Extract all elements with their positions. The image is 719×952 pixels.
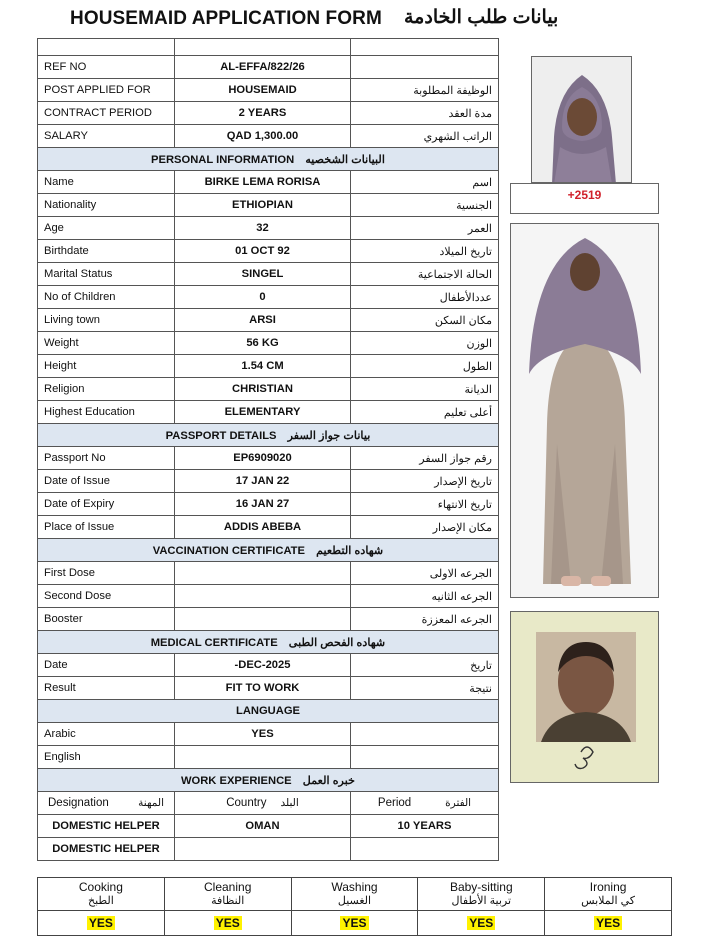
field-label: Marital Status [38,263,175,286]
table-row [38,79,499,102]
skill-label-ar: الطبخ [87,894,114,907]
skill-ironing [545,878,672,911]
section-title-ar: البيانات الشخصيه [305,153,385,166]
portrait-photo [531,56,632,183]
field-label-ar: أعلى تعليم [351,401,499,424]
phone-number: +2519 [510,183,659,214]
field-label: Passport No [38,447,175,470]
column-header-ar: البلد [280,797,299,809]
contract-value: 2 YEARS [175,102,351,125]
field-label-ar: تاريخ الإصدار [351,470,499,493]
field-value: BIRKE LEMA RORISA [175,171,351,194]
section-header-medical [38,631,499,654]
field-label: First Dose [38,562,175,585]
field-value [175,585,351,608]
section-title-ar: شهاده التطعيم [316,544,384,557]
table-row [38,746,499,769]
post-label: POST APPLIED FOR [38,79,175,102]
field-label-ar: العمر [351,217,499,240]
section-title: LANGUAGE [235,705,301,717]
table-row [38,56,499,79]
skill-label-ar: تربية الأطفال [451,894,512,907]
field-value: 32 [175,217,351,240]
field-value: -DEC-2025 [175,654,351,677]
field-label: English [38,746,175,769]
field-label-ar: نتيجة [351,677,499,700]
field-value: 01 OCT 92 [175,240,351,263]
table-row [38,585,499,608]
table-row [38,355,499,378]
field-label: Highest Education [38,401,175,424]
field-value [175,562,351,585]
field-value: ARSI [175,309,351,332]
table-row [38,838,499,861]
column-header-ar: المهنة [138,797,164,809]
skill-value: YES [215,916,240,930]
field-label: No of Children [38,286,175,309]
field-value: FIT TO WORK [175,677,351,700]
field-label-ar: تاريخ الانتهاء [351,493,499,516]
contract-label-ar: مدة العقد [351,102,499,125]
field-label-ar: تاريخ [351,654,499,677]
table-row [38,723,499,746]
field-label: Booster [38,608,175,631]
table-row [38,677,499,700]
table-row [38,39,499,56]
field-value: 56 KG [175,332,351,355]
skill-label: Baby-sitting [449,879,513,894]
table-row [38,815,499,838]
skill-cleaning [164,878,291,911]
skill-value: YES [469,916,494,930]
field-label-ar: مكان السكن [351,309,499,332]
field-label-ar: مكان الإصدار [351,516,499,539]
table-row [38,447,499,470]
table-row [38,102,499,125]
table-row [38,470,499,493]
section-title-ar: خبره العمل [302,774,356,787]
field-value: ELEMENTARY [175,401,351,424]
column-header: Country [226,797,267,809]
field-label: Place of Issue [38,516,175,539]
table-row [38,309,499,332]
section-title-ar: شهاده الفحص الطبى [288,636,386,649]
ref-no-label-ar [351,56,499,79]
designation-cell: DOMESTIC HELPER [38,815,175,838]
field-label: Age [38,217,175,240]
table-row [38,125,499,148]
column-header: Designation [48,797,109,809]
salary-label: SALARY [38,125,175,148]
field-value: 0 [175,286,351,309]
field-label: Arabic [38,723,175,746]
section-title: VACCINATION CERTIFICATE [152,544,305,557]
country-cell [175,838,351,861]
passport-photo [510,611,659,783]
portrait-photo-image [532,57,632,183]
field-label: Weight [38,332,175,355]
skill-washing [291,878,418,911]
table-row [38,378,499,401]
table-row [38,217,499,240]
field-label: Religion [38,378,175,401]
field-value: ETHIOPIAN [175,194,351,217]
full-body-photo [510,223,659,598]
table-row [38,263,499,286]
skill-value: YES [596,916,621,930]
table-row [38,286,499,309]
table-row [38,516,499,539]
field-label: Nationality [38,194,175,217]
section-header-personal [38,148,499,171]
skill-cooking [38,878,165,911]
application-table [37,38,499,861]
field-label: Height [38,355,175,378]
field-label-ar: عددالأطفال [351,286,499,309]
field-value: ADDIS ABEBA [175,516,351,539]
field-value: 16 JAN 27 [175,493,351,516]
field-label-ar: الجرعه المعززة [351,608,499,631]
field-label: Living town [38,309,175,332]
field-label-ar: الوزن [351,332,499,355]
period-cell: 10 YEARS [351,815,499,838]
skill-value: YES [342,916,367,930]
table-row [38,194,499,217]
table-row [38,240,499,263]
field-label-ar: اسم [351,171,499,194]
form-title: HOUSEMAID APPLICATION FORM [70,8,382,29]
field-label: Name [38,171,175,194]
country-cell: OMAN [175,815,351,838]
table-row [38,332,499,355]
section-header-language [38,700,499,723]
field-label: Date of Issue [38,470,175,493]
field-label: Second Dose [38,585,175,608]
field-value: 17 JAN 22 [175,470,351,493]
field-value: CHRISTIAN [175,378,351,401]
ref-no-value: AL-EFFA/822/26 [175,56,351,79]
ref-no-label: REF NO [38,56,175,79]
field-label: Date [38,654,175,677]
section-header-vaccination [38,539,499,562]
field-label: Birthdate [38,240,175,263]
skill-label: Cleaning [204,879,252,894]
contract-label: CONTRACT PERIOD [38,102,175,125]
table-row [38,171,499,194]
field-label-ar: الديانة [351,378,499,401]
field-value: EP6909020 [175,447,351,470]
skill-label: Cooking [78,879,123,894]
skill-label-ar: النظافة [211,894,245,907]
designation-cell: DOMESTIC HELPER [38,838,175,861]
section-title-ar: بيانات جواز السفر [287,429,371,442]
table-row [38,401,499,424]
full-body-photo-image [511,224,659,598]
salary-label-ar: الراتب الشهري [351,125,499,148]
field-value: SINGEL [175,263,351,286]
section-title: WORK EXPERIENCE [180,774,292,787]
table-row [38,608,499,631]
field-label-ar: الطول [351,355,499,378]
field-value: YES [175,723,351,746]
section-title: PERSONAL INFORMATION [151,153,295,166]
section-header-passport [38,424,499,447]
skill-baby-sitting [418,878,545,911]
work-header-row [38,792,499,815]
passport-photo-image [511,612,659,783]
column-header: Period [377,797,412,809]
skills-value-row [38,911,672,936]
field-label: Result [38,677,175,700]
section-title: MEDICAL CERTIFICATE [150,636,278,649]
field-label-ar: الحالة الاجتماعية [351,263,499,286]
skill-label-ar: كي الملابس [581,894,636,907]
table-row [38,654,499,677]
column-header-ar: الفترة [445,797,472,809]
field-label-ar: الجرعه الثانيه [351,585,499,608]
skill-label-ar: الغسيل [337,894,372,907]
field-label-ar: الجرعه الاولى [351,562,499,585]
skills-table [37,877,672,936]
post-label-ar: الوظيفة المطلوبة [351,79,499,102]
field-value [175,608,351,631]
period-cell [351,838,499,861]
field-value: 1.54 CM [175,355,351,378]
section-title: PASSPORT DETAILS [165,429,277,442]
field-value [175,746,351,769]
field-label-ar: رقم جواز السفر [351,447,499,470]
section-header-work [38,769,499,792]
skill-label: Washing [331,879,378,894]
table-row [38,493,499,516]
form-title-arabic: بيانات طلب الخادمة [404,7,559,28]
post-value: HOUSEMAID [175,79,351,102]
skill-label: Ironing [589,879,627,894]
field-label-ar: الجنسية [351,194,499,217]
skill-value: YES [88,916,113,930]
skills-label-row [38,878,672,911]
field-label: Date of Expiry [38,493,175,516]
field-label-ar: تاريخ الميلاد [351,240,499,263]
salary-value: QAD 1,300.00 [175,125,351,148]
table-row [38,562,499,585]
